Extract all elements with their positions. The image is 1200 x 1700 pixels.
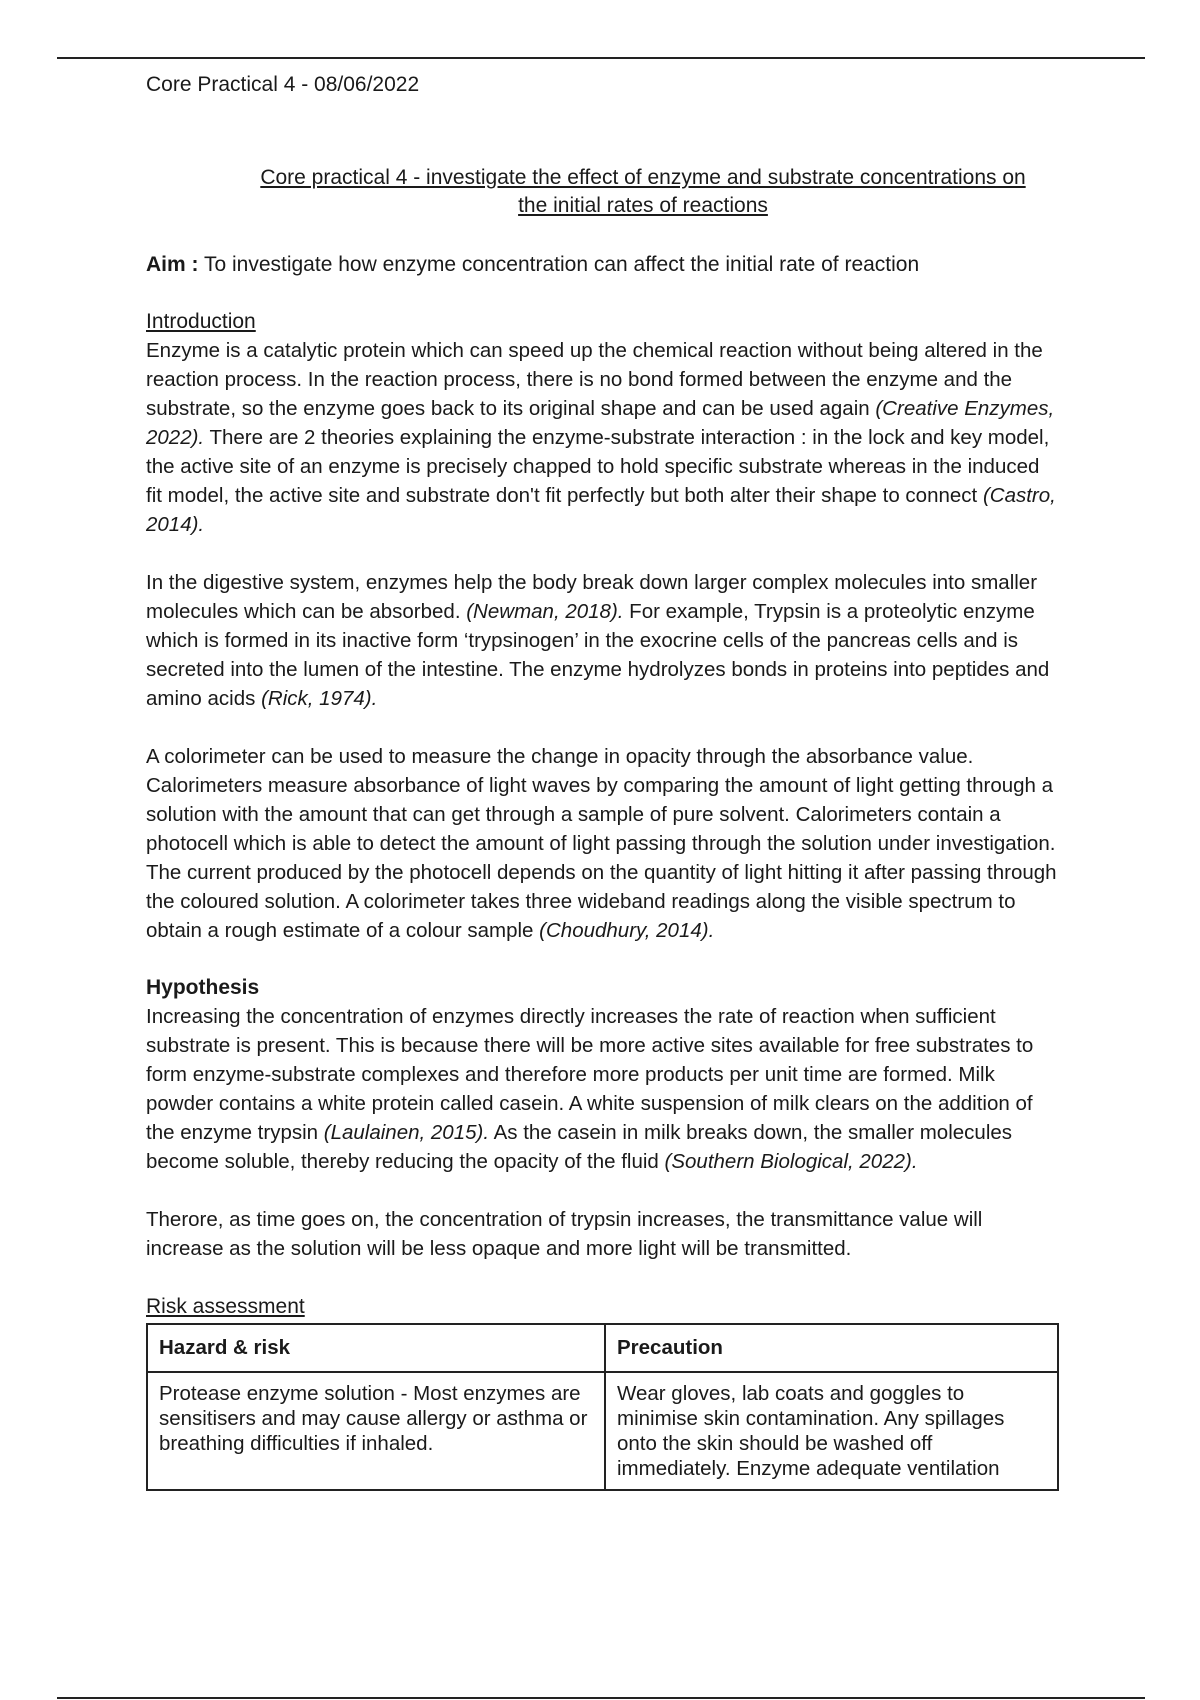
document-title (226, 164, 1060, 220)
introduction-heading: Introduction (146, 310, 256, 333)
intro-p1-text-a: Enzyme is a catalytic protein which can speed up the chemical reaction without being altered in the reaction process. In the reaction process, there is no bond formed between the enzyme and the substrate, so the enzyme goes back to its original shape and can be used again (146, 339, 1043, 420)
citation: (Southern Biological, 2022). (664, 1150, 918, 1173)
aim-label: Aim : (146, 253, 199, 276)
citation: (Rick, 1974). (261, 687, 378, 710)
title-line-1: Core practical 4 - investigate the effect of enzyme and substrate concentrations on (260, 166, 1026, 189)
top-rule (57, 57, 1145, 59)
aim-text: To investigate how enzyme concentration can affect the initial rate of reaction (203, 253, 920, 276)
hypothesis-paragraph-2: Therore, as time goes on, the concentration of trypsin increases, the transmittance value will increase as the solution will be less opaque and more light will be transmitted. (146, 1208, 983, 1260)
document-header: Core Practical 4 - 08/06/2022 (146, 73, 420, 96)
table-header-row (147, 1324, 1058, 1372)
citation: (Choudhury, 2014). (539, 919, 715, 942)
citation: (Castro, 2014). (146, 484, 1056, 536)
column-header-precaution: Precaution (605, 1324, 1058, 1372)
introduction-paragraph-2 (146, 568, 1060, 713)
aim-statement (146, 250, 1060, 279)
hypothesis-paragraph-1 (146, 1002, 1060, 1176)
intro-p1-text-b: There are 2 theories explaining the enzyme-substrate interaction : in the lock and key model, the active site of an enzyme is precisely chapped to hold specific substrate whereas in the induced fit model, the active site and substrate don't fit perfectly but both alter their shape to connect (146, 426, 1050, 507)
citation: (Creative Enzymes, 2022). (146, 397, 1055, 449)
column-header-hazard: Hazard & risk (147, 1324, 605, 1372)
hyp-p1-text-a: Increasing the concentration of enzymes directly increases the rate of reaction when sufficient substrate is present. This is because there will be more active sites available for free substrates to form enzyme-substrate complexes and therefore more products per unit time are formed. Milk powder contains a white protein called casein. A white suspension of milk clears on the addition of the enzyme trypsin (146, 1005, 1034, 1144)
intro-p3-text-a: A colorimeter can be used to measure the change in opacity through the absorbance value. Calorimeters measure absorbance of light waves by comparing the amount of light getting through a solution with the amount that can get through a sample of pure solvent. Calorimeters contain a photocell which is able to detect the amount of light passing through the solution under investigation. The current produced by the photocell depends on the quantity of light hitting it after passing through the coloured solution. A colorimeter takes three wideband readings along the visible spectrum to obtain a rough estimate of a colour sample (146, 745, 1057, 942)
introduction-paragraph-3 (146, 742, 1060, 945)
hypothesis-heading: Hypothesis (146, 976, 260, 999)
hyp-p1-text-b: As the casein in milk breaks down, the smaller molecules become soluble, thereby reducing the opacity of the fluid (146, 1121, 1013, 1173)
table-row (147, 1372, 1058, 1490)
citation: (Newman, 2018). (466, 600, 624, 623)
hazard-cell: Protease enzyme solution - Most enzymes are sensitisers and may cause allergy or asthma or breathing difficulties if inhaled. (147, 1372, 605, 1490)
intro-p2-text-b: For example, Trypsin is a proteolytic enzyme which is formed in its inactive form ‘trypsinogen’ in the exocrine cells of the pancreas cells and is secreted into the lumen of the intestine. The enzyme hydrolyzes bonds in proteins into peptides and amino acids (146, 600, 1050, 710)
introduction-paragraph-1 (146, 336, 1060, 539)
risk-assessment-table (146, 1323, 1059, 1491)
precaution-cell: Wear gloves, lab coats and goggles to minimise skin contamination. Any spillages onto the skin should be washed off immediately. Enzyme adequate ventilation (605, 1372, 1058, 1490)
intro-p2-text-a: In the digestive system, enzymes help the body break down larger complex molecules into smaller molecules which can be absorbed. (146, 571, 1038, 623)
bottom-rule (57, 1697, 1145, 1699)
document-page (146, 70, 1060, 1491)
title-line-2: the initial rates of reactions (518, 194, 768, 217)
citation: (Laulainen, 2015). (323, 1121, 490, 1144)
risk-assessment-heading: Risk assessment (146, 1295, 305, 1318)
